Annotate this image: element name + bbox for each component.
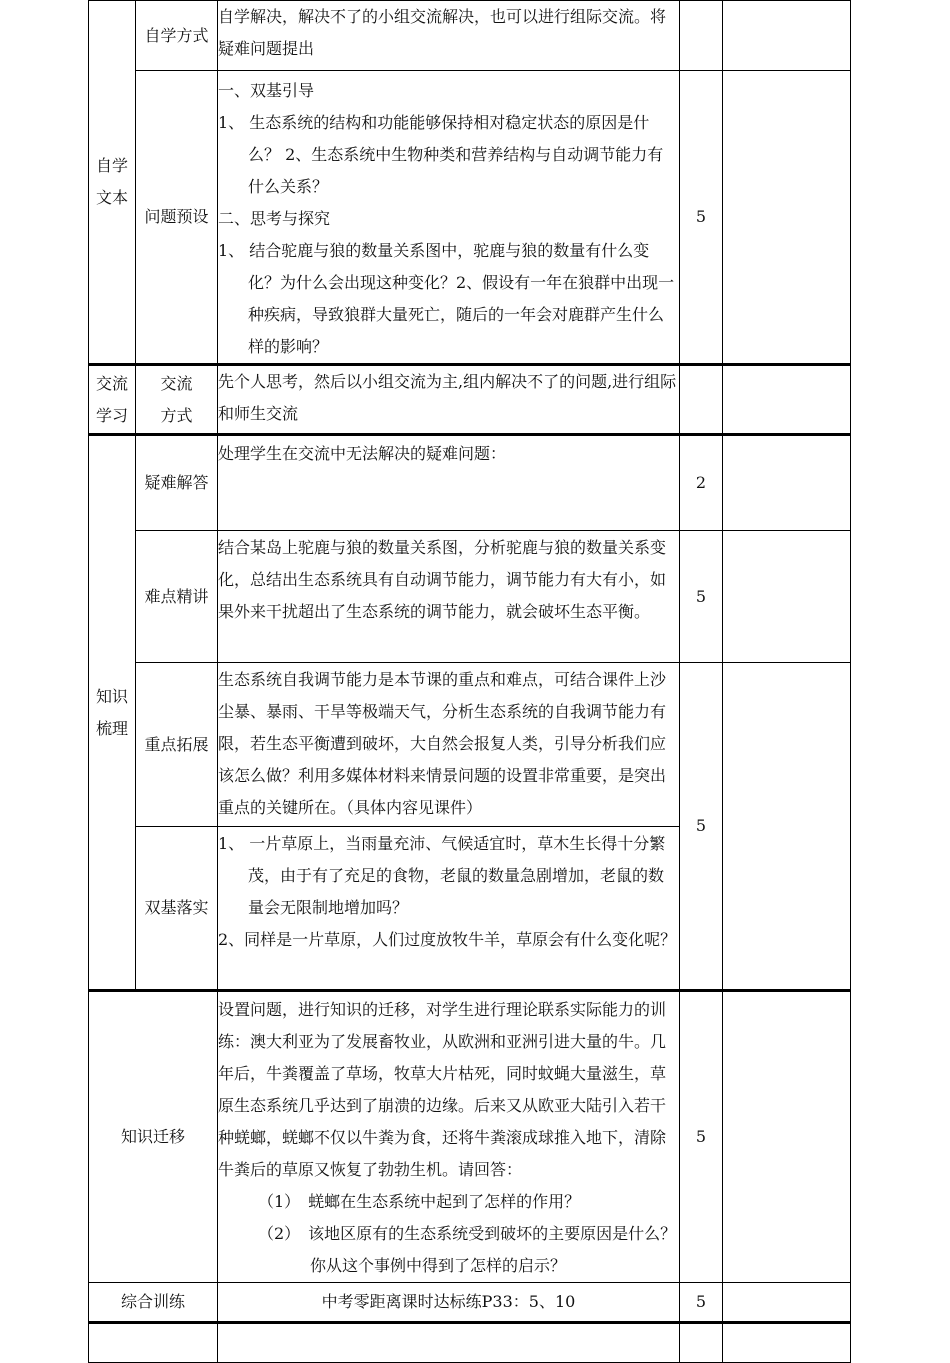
row-label: 方式: [160, 405, 193, 425]
knowledge-section-cell: [89, 435, 136, 991]
time-value: 5: [680, 991, 723, 1283]
time-value: 5: [680, 663, 723, 991]
notes-cell: [723, 663, 851, 991]
content-text: 处理学生在交流中无法解决的疑难问题：: [218, 444, 507, 463]
content-text: 结合某岛上驼鹿与狼的数量关系图，分析驼鹿与狼的数量关系变化，总结出生态系统具有自动调节能力，调节能力有大有小，如果外来干扰超出了生态系统的调节能力，就会破坏生态平衡。: [218, 538, 667, 621]
exchange-section-cell: [89, 365, 136, 435]
content-line: 1、 一片草原上，当雨量充沛、气候适宜时，草木生长得十分繁茂，由于有了充足的食物，老鼠的数量急剧增加，老鼠的数量会无限制地增加吗？: [218, 834, 666, 917]
row-content: [218, 531, 680, 663]
section-label: 交流: [95, 373, 128, 393]
notes-cell: [723, 435, 851, 531]
row-label: 自学方式: [136, 1, 218, 71]
next-row-partial: [89, 1323, 851, 1363]
row-label-cell: [136, 365, 218, 435]
notes-cell: [723, 365, 851, 435]
row-content: 中考零距离课时达标练P33：5、10: [218, 1283, 680, 1323]
content-text: 自学解决，解决不了的小组交流解决，也可以进行组际交流。将疑难问题提出: [218, 7, 667, 58]
row-label: 难点精讲: [136, 531, 218, 663]
time-cell: [680, 365, 723, 435]
notes-cell: [723, 1283, 851, 1323]
row-content: [218, 663, 680, 827]
self-study-section-cell: [89, 1, 136, 365]
content-line: 2、同样是一片草原，人们过度放牧牛羊，草原会有什么变化呢？: [218, 930, 677, 949]
time-cell: [680, 1, 723, 71]
row-label: 知识迁移: [89, 991, 218, 1283]
content-line: 一、双基引导: [218, 81, 315, 100]
training-row: [89, 1283, 851, 1323]
row-content: [218, 1323, 680, 1363]
time-value: 2: [680, 435, 723, 531]
row-label: 综合训练: [89, 1283, 218, 1323]
section-label: 文本: [95, 188, 128, 207]
notes-cell: [723, 531, 851, 663]
problem-preset-row: [89, 71, 851, 365]
self-method-row: [89, 1, 851, 71]
difficulty-explain-row: [89, 531, 851, 663]
section-label: 学习: [95, 405, 128, 425]
row-label: 问题预设: [136, 71, 218, 365]
notes-cell: [723, 71, 851, 365]
time-cell: [680, 1323, 723, 1363]
content-text: 先个人思考，然后以小组交流为主,组内解决不了的问题,进行组际和师生交流: [218, 372, 677, 423]
row-content: [218, 71, 680, 365]
notes-cell: [723, 1323, 851, 1363]
time-value: 5: [680, 531, 723, 663]
time-value: 5: [680, 71, 723, 365]
row-label: 双基落实: [136, 827, 218, 991]
content-line: 1、 结合驼鹿与狼的数量关系图中，驼鹿与狼的数量有什么变化？为什么会出现这种变化？2、假设有一年在狼群中出现一种疾病，导致狼群大量死亡，随后的一年会对鹿群产生什么样的影响？: [218, 241, 675, 356]
row-content: [218, 827, 680, 991]
exchange-row: [89, 365, 851, 435]
row-label: 疑难解答: [136, 435, 218, 531]
content-line: 二、思考与探究: [218, 209, 331, 228]
content-text: 设置问题，进行知识的迁移，对学生进行理论联系实际能力的训练：澳大利亚为了发展畜牧业，从欧洲和亚洲引进大量的牛。几年后，牛粪覆盖了草场，牧草大片枯死，同时蚊蝇大量滋生，草原生态系统几乎达到了崩溃的边缘。后来又从欧亚大陆引入若干种蜣螂，蜣螂不仅以牛粪为食，还将牛粪滚成球推入地下，清除牛粪后的草原又恢复了勃勃生机。请回答：: [218, 1000, 667, 1179]
section-label: 梳理: [95, 718, 128, 738]
lesson-plan-table: [88, 0, 851, 1363]
row-content: [218, 991, 680, 1283]
difficulty-answer-row: [89, 435, 851, 531]
notes-cell: [723, 991, 851, 1283]
row-content: [218, 1, 680, 71]
content-text: 生态系统自我调节能力是本节课的重点和难点，可结合课件上沙尘暴、暴雨、干旱等极端天气，分析生态系统的自我调节能力有限，若生态平衡遭到破坏，大自然会报复人类，引导分析我们应该怎么做？利用多媒体材料来情景问题的设置非常重要，是突出重点的关键所在。（具体内容见课件）: [218, 670, 667, 817]
content-line: 1、 生态系统的结构和功能能够保持相对稳定状态的原因是什么？ 2、生态系统中生物种类和营养结构与自动调节能力有什么关系？: [218, 113, 664, 196]
time-value: 5: [680, 1283, 723, 1323]
row-content: [218, 435, 680, 531]
question-line: （2） 该地区原有的生态系统受到破坏的主要原因是什么？你从这个事例中得到了怎样的启示？: [258, 1224, 677, 1275]
row-label: 交流: [160, 373, 193, 393]
row-label: 重点拓展: [136, 663, 218, 827]
section-label: 知识: [95, 686, 128, 706]
row-content: [218, 365, 680, 435]
notes-cell: [723, 1, 851, 71]
row-label-cell: [89, 1323, 218, 1363]
transfer-row: [89, 991, 851, 1283]
key-expand-row: [89, 663, 851, 827]
section-label: 自学: [95, 156, 128, 175]
question-line: （1） 蜣螂在生态系统中起到了怎样的作用？: [258, 1192, 581, 1211]
